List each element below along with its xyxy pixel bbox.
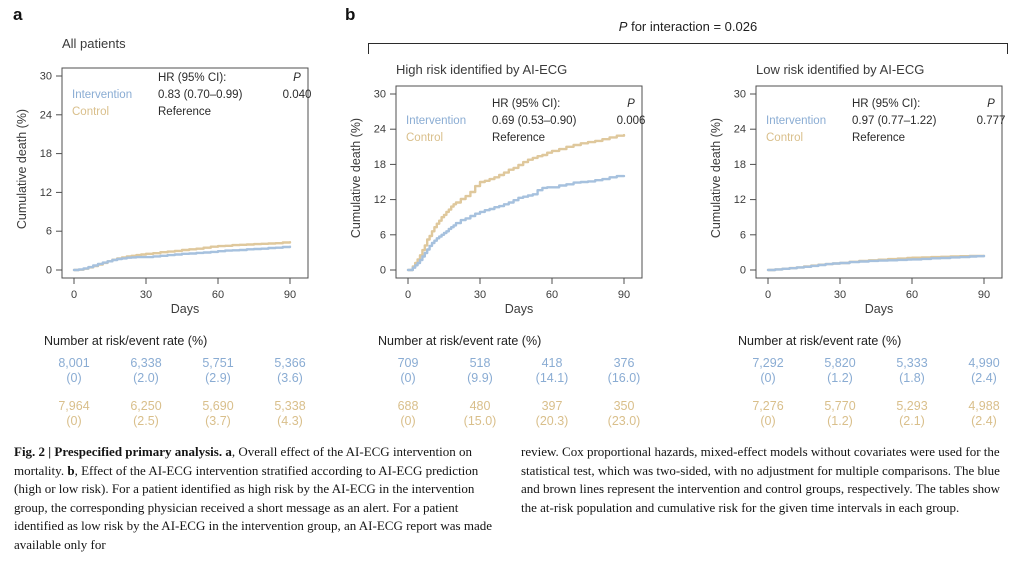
y-tick-label: 18 (39, 148, 52, 161)
hr-header: HR (95% CI): (852, 98, 921, 110)
y-axis-label: Cumulative death (%) (15, 108, 29, 230)
legend-header-row (766, 96, 1016, 113)
at-risk-count: 4,990 (968, 356, 1000, 370)
event-rate: (1.2) (827, 371, 853, 385)
x-tick-label: 0 (404, 289, 412, 301)
chart-legend (766, 96, 1016, 147)
x-tick-label: 30 (833, 289, 847, 301)
risk-row-control (732, 399, 1020, 429)
risk-cell (444, 356, 516, 386)
y-tick-label: 24 (733, 123, 746, 136)
at-risk-count: 8,001 (58, 356, 90, 370)
event-rate: (2.0) (133, 371, 159, 385)
y-tick-label: 18 (733, 158, 746, 171)
event-rate: (0) (66, 414, 82, 428)
risk-table (348, 334, 648, 429)
x-tick-label: 0 (70, 289, 78, 301)
y-tick-label: 24 (373, 123, 386, 136)
event-rate: (3.7) (205, 414, 231, 428)
at-risk-count: 376 (613, 356, 635, 370)
risk-cell (804, 399, 876, 429)
risk-row-intervention (372, 356, 660, 386)
y-tick-label: 24 (39, 109, 52, 122)
legend-row-intervention: Intervention 0.97 (0.77–1.22) 0.777 (766, 115, 1006, 127)
risk-cell (588, 399, 660, 429)
at-risk-count: 350 (613, 399, 635, 413)
p-header: P (293, 72, 301, 84)
risk-cell (182, 356, 254, 386)
event-rate: (23.0) (607, 414, 641, 428)
hr-header: HR (95% CI): (492, 98, 561, 110)
risk-table-header: Number at risk/event rate (%) (44, 334, 208, 348)
risk-cell (110, 356, 182, 386)
risk-cell (876, 356, 948, 386)
p-header: P (627, 98, 635, 110)
at-risk-count: 480 (469, 399, 491, 413)
chart-legend (72, 70, 322, 121)
event-rate: (9.9) (467, 371, 493, 385)
event-rate: (15.0) (463, 414, 497, 428)
figure-caption-right-column: review. Cox proportional hazards, mixed-effect models without covariates were used for the statistical test, which was two-sided, with no adjustment for multiple comparisons. The blue and brown lines represent the intervention and control groups, respectively. The tables show the at-risk population and cumulative risk for the given time intervals in each group. (521, 444, 1001, 515)
x-tick-label: 90 (283, 289, 297, 301)
panel-label-b: b (345, 5, 356, 24)
legend-row-control: Control Reference (72, 106, 212, 118)
y-tick-label: 12 (373, 194, 386, 207)
x-tick-label: 60 (545, 289, 559, 301)
at-risk-count: 7,292 (752, 356, 784, 370)
risk-cell (38, 356, 110, 386)
y-tick-label: 0 (379, 264, 386, 277)
legend-row-control: Control Reference (406, 132, 546, 144)
chart-title: High risk identified by AI-ECG (396, 62, 568, 77)
at-risk-count: 5,820 (824, 356, 856, 370)
series-line-control (408, 135, 624, 270)
event-rate: (0) (66, 371, 82, 385)
at-risk-count: 5,690 (202, 399, 234, 413)
risk-cell (804, 356, 876, 386)
series-line-control (74, 242, 290, 270)
at-risk-count: 688 (397, 399, 419, 413)
x-tick-label: 30 (473, 289, 487, 301)
risk-cell (516, 356, 588, 386)
risk-cell (732, 356, 804, 386)
risk-row-control (372, 399, 660, 429)
risk-table (14, 334, 314, 429)
y-tick-label: 6 (379, 229, 386, 242)
panel-label-a: a (13, 5, 23, 24)
event-rate: (0) (400, 414, 416, 428)
p-interaction-label: P for interaction = 0.026 (618, 19, 758, 34)
y-tick-label: 12 (39, 186, 52, 199)
at-risk-count: 6,250 (130, 399, 162, 413)
event-rate: (0) (760, 371, 776, 385)
at-risk-count: 518 (469, 356, 491, 370)
event-rate: (20.3) (535, 414, 569, 428)
risk-cell (182, 399, 254, 429)
risk-cell (516, 399, 588, 429)
panel-low-risk (708, 36, 1008, 438)
event-rate: (1.8) (899, 371, 925, 385)
y-tick-label: 30 (39, 70, 52, 83)
event-rate: (14.1) (535, 371, 569, 385)
event-rate: (3.6) (277, 371, 303, 385)
y-tick-label: 6 (739, 229, 746, 242)
risk-cell (444, 399, 516, 429)
y-tick-label: 0 (739, 264, 746, 277)
event-rate: (2.4) (971, 371, 997, 385)
event-rate: (2.5) (133, 414, 159, 428)
panel-high-risk (348, 36, 648, 438)
event-rate: (0) (400, 371, 416, 385)
event-rate: (2.4) (971, 414, 997, 428)
at-risk-count: 5,770 (824, 399, 856, 413)
risk-cell (948, 356, 1020, 386)
x-axis-label: Days (504, 302, 534, 316)
at-risk-count: 5,293 (896, 399, 928, 413)
legend-header-row (406, 96, 656, 113)
y-tick-label: 0 (45, 264, 52, 277)
x-tick-label: 60 (211, 289, 225, 301)
event-rate: (2.1) (899, 414, 925, 428)
x-axis-label: Days (170, 302, 200, 316)
at-risk-count: 5,333 (896, 356, 928, 370)
risk-row-intervention (38, 356, 326, 386)
risk-cell (876, 399, 948, 429)
risk-cell (254, 356, 326, 386)
series-line-intervention (768, 256, 984, 270)
x-tick-label: 90 (977, 289, 991, 301)
at-risk-count: 7,964 (58, 399, 90, 413)
risk-row-intervention (732, 356, 1020, 386)
at-risk-count: 5,366 (274, 356, 306, 370)
y-tick-label: 30 (373, 88, 386, 101)
x-tick-label: 0 (764, 289, 772, 301)
p-header: P (987, 98, 995, 110)
figure-caption-left-column: Fig. 2 | Prespecified primary analysis. a, Overall effect of the AI-ECG intervention on mortality. b, Effect of the AI-ECG intervention stratified according to AI-ECG prediction (high or low risk). For a patient identified as high risk by the AI-ECG in the intervention group, the corresponding physician received a short message as an alert. For a patient identified as low risk by the AI-ECG in the intervention group, an AI-ECG report was made available only for (14, 444, 493, 552)
event-rate: (16.0) (607, 371, 641, 385)
risk-cell (38, 399, 110, 429)
legend-header-row (72, 70, 322, 87)
event-rate: (4.3) (277, 414, 303, 428)
risk-cell (948, 399, 1020, 429)
event-rate: (1.2) (827, 414, 853, 428)
risk-cell (254, 399, 326, 429)
at-risk-count: 418 (541, 356, 563, 370)
y-tick-label: 18 (373, 158, 386, 171)
y-tick-label: 30 (733, 88, 746, 101)
at-risk-count: 7,276 (752, 399, 784, 413)
chart-legend (406, 96, 656, 147)
y-axis-label: Cumulative death (%) (709, 117, 723, 239)
risk-table (708, 334, 1008, 429)
x-tick-label: 90 (617, 289, 631, 301)
risk-table-header: Number at risk/event rate (%) (378, 334, 542, 348)
y-tick-label: 6 (45, 225, 52, 238)
chart-title: All patients (62, 36, 126, 51)
event-rate: (2.9) (205, 371, 231, 385)
at-risk-count: 5,751 (202, 356, 234, 370)
x-tick-label: 60 (905, 289, 919, 301)
at-risk-count: 5,338 (274, 399, 306, 413)
x-tick-label: 30 (139, 289, 153, 301)
at-risk-count: 709 (397, 356, 419, 370)
risk-row-control (38, 399, 326, 429)
y-axis-label: Cumulative death (%) (349, 117, 363, 239)
y-tick-label: 12 (733, 194, 746, 207)
x-axis-label: Days (864, 302, 894, 316)
risk-table-header: Number at risk/event rate (%) (738, 334, 902, 348)
risk-cell (588, 356, 660, 386)
legend-row-intervention: Intervention 0.83 (0.70–0.99) 0.040 (72, 89, 312, 101)
at-risk-count: 4,988 (968, 399, 1000, 413)
risk-cell (732, 399, 804, 429)
at-risk-count: 6,338 (130, 356, 162, 370)
hr-header: HR (95% CI): (158, 72, 227, 84)
risk-cell (372, 399, 444, 429)
risk-cell (372, 356, 444, 386)
risk-cell (110, 399, 182, 429)
chart-title: Low risk identified by AI-ECG (756, 62, 925, 77)
legend-row-intervention: Intervention 0.69 (0.53–0.90) 0.006 (406, 115, 646, 127)
event-rate: (0) (760, 414, 776, 428)
legend-row-control: Control Reference (766, 132, 906, 144)
at-risk-count: 397 (541, 399, 563, 413)
panel-all-patients (14, 36, 314, 438)
